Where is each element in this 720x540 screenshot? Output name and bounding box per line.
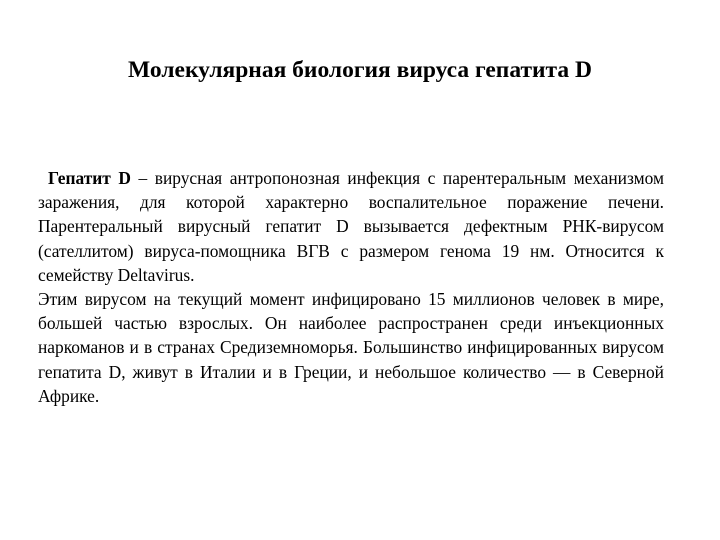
- slide-body: [38, 166, 664, 408]
- paragraph-definition-text: – вирусная антропонозная инфекция с парентеральным механизмом заражения, для которой характерно воспалительное поражение печени. Парентеральный вирусный гепатит D вызывается дефектным РНК-вирусом (сателлитом) вируса-помощника ВГВ с размером генома 19 нм. Относится к семейству Deltavirus.: [38, 168, 664, 285]
- paragraph-epidemiology: Этим вирусом на текущий момент инфицировано 15 миллионов человек в мире, большей частью взрослых. Он наиболее распространен среди инъекционных наркоманов и в странах Средиземноморья. Большинство инфицированных вирусом гепатита D, живут в Италии и в Греции, и небольшое количество — в Северной Африке.: [38, 289, 664, 406]
- slide-title: Молекулярная биология вируса гепатита D: [128, 57, 592, 83]
- paragraph-definition: [38, 166, 664, 287]
- term-hepatitis-d: Гепатит D: [48, 168, 131, 188]
